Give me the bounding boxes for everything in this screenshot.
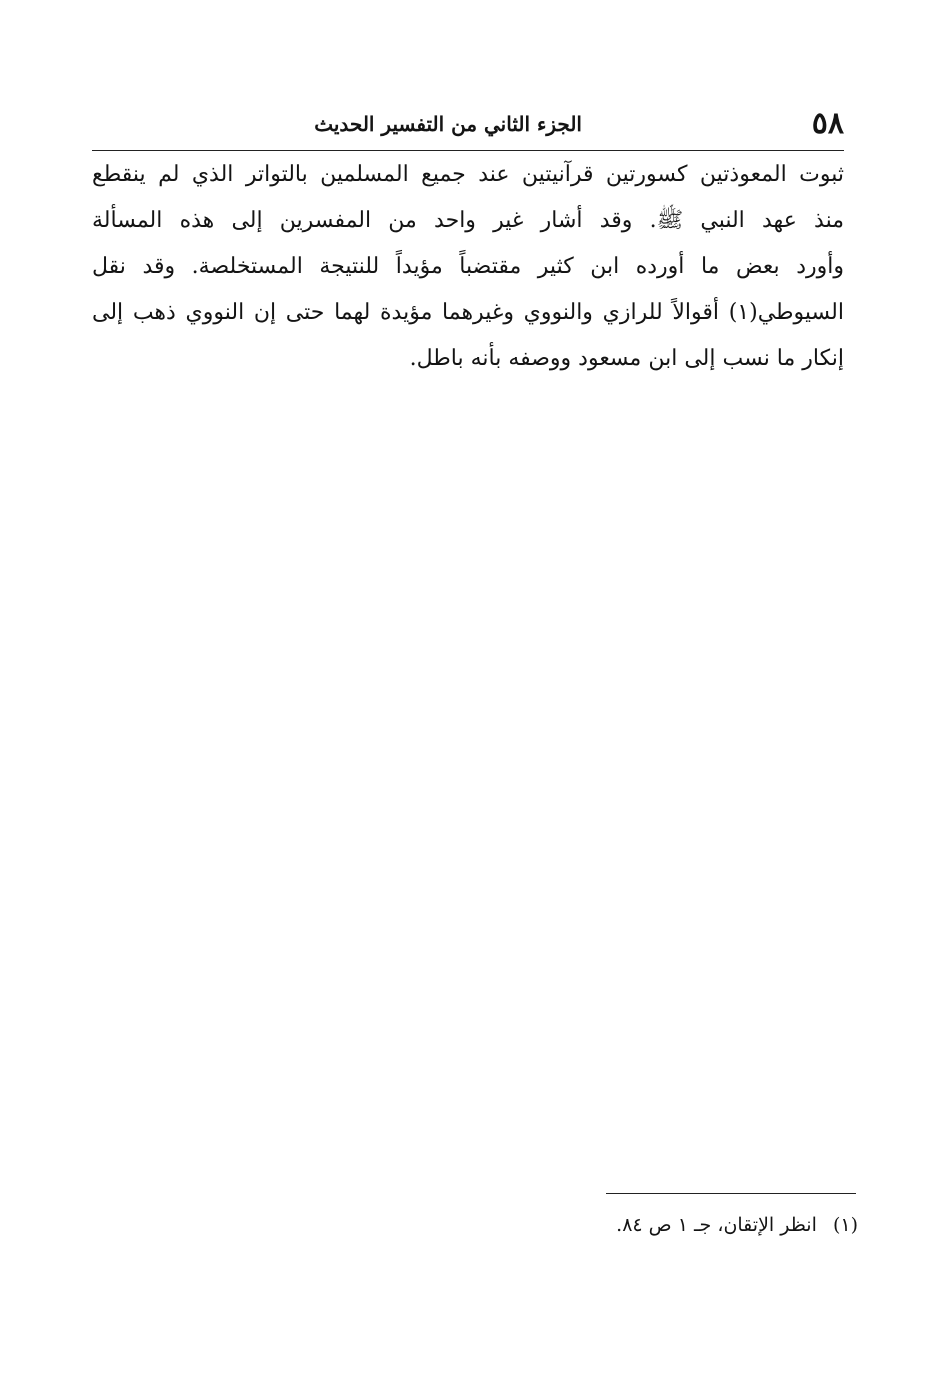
footnote	[616, 1210, 858, 1240]
footnote-marker: (١)	[832, 1214, 858, 1236]
body-line-3: وأورد بعض ما أورده ابن كثير مقتضباً مؤيداً للنتيجة المستخلصة. وقد نقل	[92, 254, 844, 279]
page-header	[92, 102, 844, 146]
footnote-text: انظر الإتقان، جـ ١ ص ٨٤.	[616, 1214, 817, 1236]
body-line-1: ثبوت المعوذتين كسورتين قرآنيتين عند جميع المسلمين بالتواتر الذي لم ينقطع	[92, 162, 844, 187]
body-line-2: منذ عهد النبي ﷺ. وقد أشار غير واحد من المفسرين إلى هذه المسألة	[92, 208, 844, 233]
body-paragraph	[92, 152, 844, 382]
footnote-rule	[606, 1193, 856, 1194]
header-rule	[92, 150, 844, 151]
page-number: ٥٨	[811, 106, 844, 141]
body-line-5: إنكار ما نسب إلى ابن مسعود ووصفه بأنه باطل.	[409, 346, 844, 371]
running-title: الجزء الثاني من التفسير الحديث	[314, 112, 582, 136]
body-line-4: السيوطي(١) أقوالاً للرازي والنووي وغيرهما مؤيدة لهما حتى إن النووي ذهب إلى	[92, 300, 844, 325]
